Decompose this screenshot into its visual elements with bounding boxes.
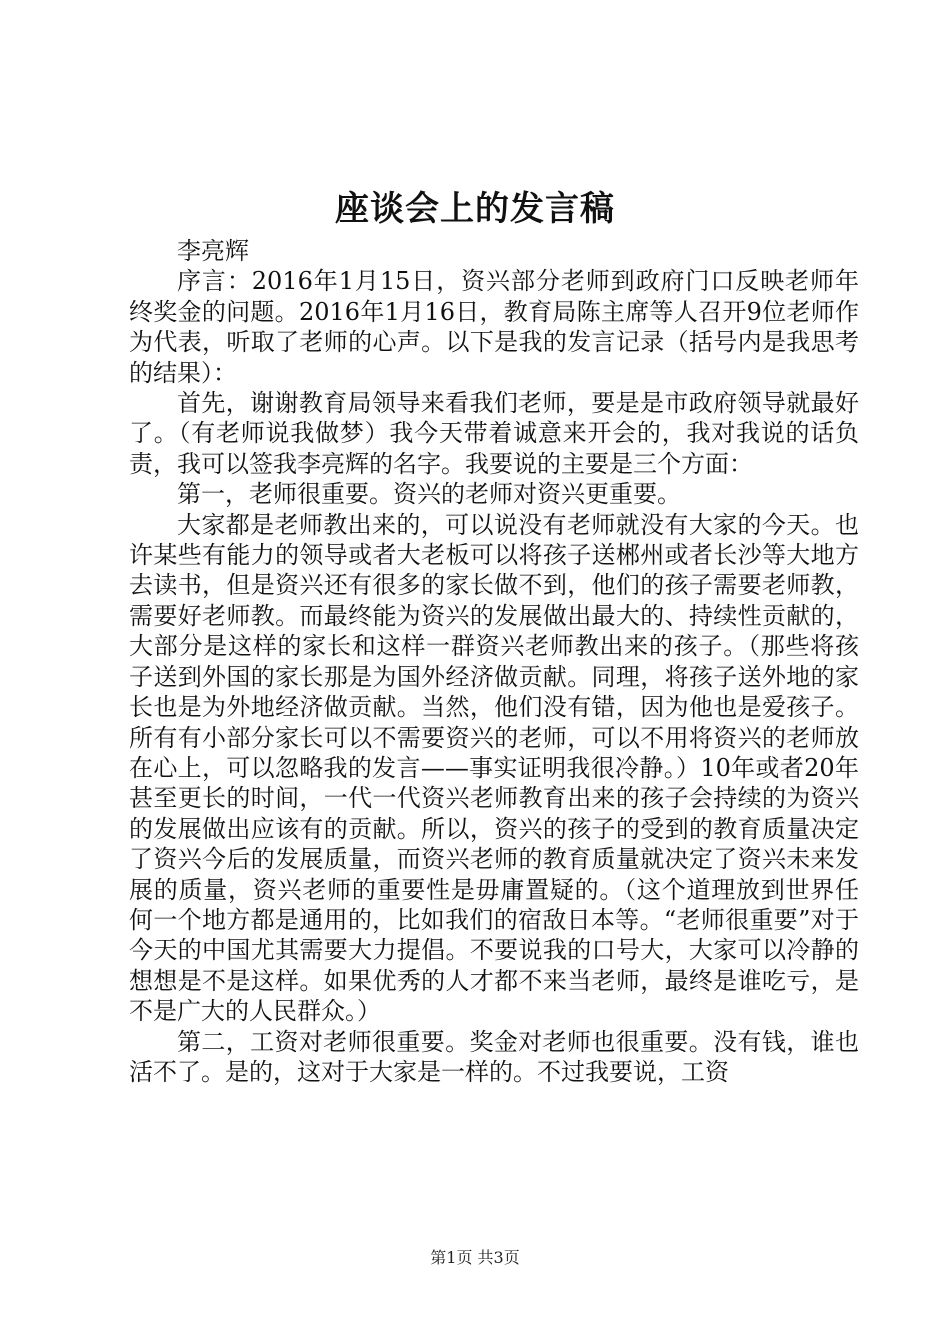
paragraph-point-one-heading: 第一，老师很重要。资兴的老师对资兴更重要。 [177,480,681,509]
paragraph-point-two: 第二，工资对老师很重要。奖金对老师也很重要。没有钱，谁也活不了。是的，这对于大家是一样的。不过我要说，工资 [129,1027,859,1086]
document-title: 座谈会上的发言稿 [335,189,615,229]
page-footer: 第1页 共3页 [430,1248,520,1267]
paragraph-point-one-body: 大家都是老师教出来的，可以说没有老师就没有大家的今天。也许某些有能力的领导或者大老板可以将孩子送郴州或者长沙等大地方去读书，但是资兴还有很多的家长做不到，他们的孩子需要老师教，需要好老师教。而最终能为资兴的发展做出最大的、持续性贡献的，大部分是这样的家长和这样一群资兴老师教出来的孩子。（那些将孩子送到外国的家长那是为国外经济做贡献。同理，将孩子送外地的家长也是为外地经济做贡献。当然，他们没有错，因为他也是爱孩子。所有有小部分家长可以不需要资兴的老师，可以不用将资兴的老师放在心上，可以忽略我的发言——事实证明我很冷静。）10年或者20年甚至更长的时间，一代一代资兴老师教育出来的孩子会持续的为资兴的发展做出应该有的贡献。所以，资兴的孩子的受到的教育质量决定了资兴今后的发展质量，而资兴老师的教育质量就决定了资兴未来发展的质量，资兴老师的重要性是毋庸置疑的。（这个道理放到世界任何一个地方都是通用的，比如我们的宿敌日本等。“老师很重要”对于今天的中国尤其需要大力提倡。不要说我的口号大，大家可以冷静的想想是不是这样。如果优秀的人才都不来当老师，最终是谁吃亏，是不是广大的人民群众。） [129,510,859,1026]
document-body [129,236,859,1087]
author-name: 李亮辉 [177,237,249,265]
paragraph-opening: 首先，谢谢教育局领导来看我们老师，要是是市政府领导就最好了。（有老师说我做梦）我今天带着诚意来开会的，我对我说的话负责，我可以签我李亮辉的名字。我要说的主要是三个方面： [129,389,859,478]
paragraph-preface: 序言：2016年1月15日，资兴部分老师到政府门口反映老师年终奖金的问题。2016年1月16日，教育局陈主席等人召开9位老师作为代表，听取了老师的心声。以下是我的发言记录（括号内是我思考的结果）： [129,267,859,387]
